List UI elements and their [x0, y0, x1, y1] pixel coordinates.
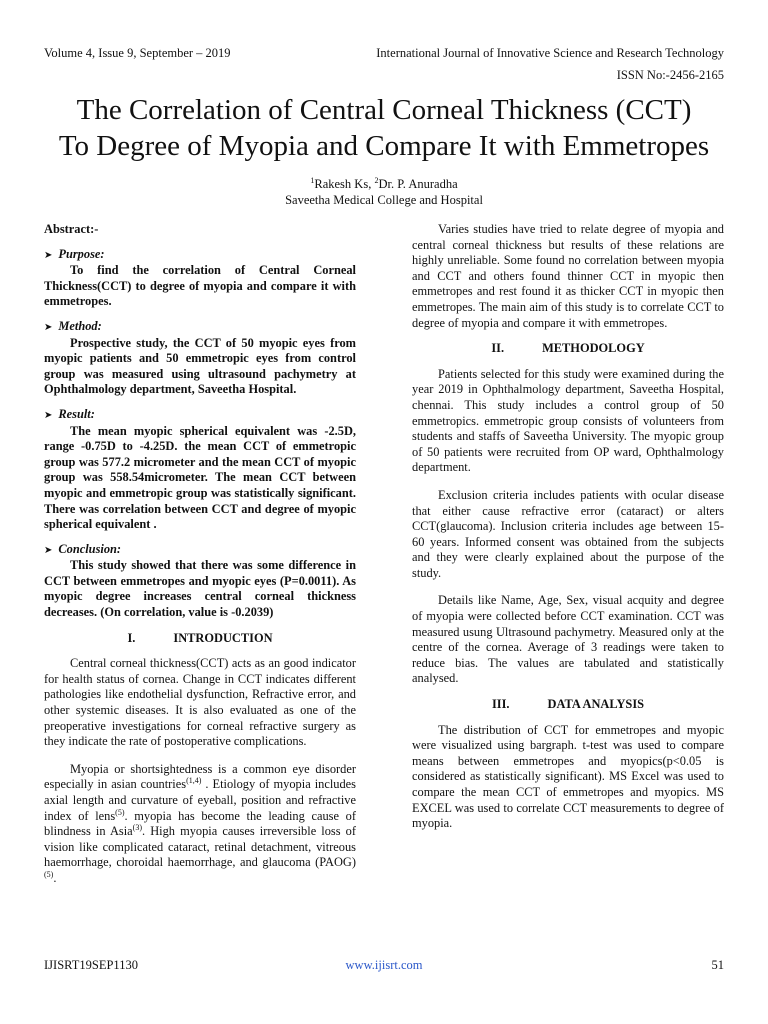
conclusion-text: This study showed that there was some difference in CCT between emmetropes and myopic eyes (P=0.0011). As myopic degree increases central corneal thickness decreases. (On correlation, value is -0.2039)	[44, 558, 356, 620]
methodology-paragraph-3: Details like Name, Age, Sex, visual acquity and degree of myopia were collected before CCT examination. CCT was measured usung Ultrasound pachymetry. Measured only at the centre of the cornea. Average of 3 readings were taken to reduce bias. The values are tabulated and statistically analysed.	[412, 593, 724, 686]
arrow-bullet-icon: ➤	[44, 544, 53, 556]
journal-name: International Journal of Innovative Science and Research Technology	[376, 46, 724, 60]
data-analysis-paragraph-1: The distribution of CCT for emmetropes and myopic were visualized using bargraph. t-test was used to compare means between emmetropes and myopics(p<0.05 is considered as statistically significant). MS Excel was used to compare the mean CCT of emmetropes and myopics. MS EXCEL was used to correlate CCT measurements to degree of myopia.	[412, 722, 724, 831]
intro-paragraph-1: Central corneal thickness(CCT) acts as an good indicator for health status of cornea. Change in CCT indicates different pathologies like endothelial dysfunction, Refractive error, and other systemic diseases. It is also evaluated as one of the preoperative investigations for corneal refractive surgery as they indicate the rate of postoperative complications.	[44, 656, 356, 749]
author1: Rakesh Ks,	[314, 177, 375, 191]
result-text: The mean myopic spherical equivalent was -2.5D, range -0.75D to -4.25D. the mean CCT of emmetropic group was 577.2 micrometer and the mean CCT of myopic group was 558.54micrometer. The mean CCT between myopic and emmetropic group was statistically significant. There was correlation between CCT and degree of myopic spherical equivalent .	[44, 423, 356, 532]
right-column	[412, 222, 724, 832]
volume-issue: Volume 4, Issue 9, September – 2019	[44, 46, 231, 60]
paper-id: IJISRT19SEP1130	[44, 958, 138, 972]
paper-title	[30, 92, 738, 164]
purpose-label: ➤ Purpose:	[44, 246, 105, 261]
section-heading-methodology: II. METHODOLOGY	[491, 341, 645, 356]
arrow-bullet-icon: ➤	[44, 249, 53, 261]
title-line-2: To Degree of Myopia and Compare It with Emmetropes	[58, 130, 710, 162]
author2-mark: 2	[374, 175, 379, 185]
left-column	[44, 222, 356, 887]
journal-url-link[interactable]: www.ijisrt.com	[345, 958, 423, 972]
methodology-paragraph-2: Exclusion criteria includes patients with ocular disease that either cause refractive error (cataract) or alters CCT(glaucoma). Inclusion criteria includes age between 15-60 years. Informed consent was obtained from the subjects and they were clearly explained about the purpose of the study.	[412, 487, 724, 580]
section-heading-data-analysis: III. DATA ANALYSIS	[491, 697, 645, 712]
arrow-bullet-icon: ➤	[44, 409, 53, 421]
author2: Dr. P. Anuradha	[378, 177, 458, 191]
abstract-heading: Abstract:-	[44, 222, 99, 236]
arrow-bullet-icon: ➤	[44, 321, 53, 333]
authors	[0, 177, 768, 192]
result-label: ➤ Result:	[44, 406, 95, 421]
issn: ISSN No:-2456-2165	[616, 68, 724, 82]
page-number: 51	[711, 958, 724, 972]
section-heading-introduction: I. INTRODUCTION	[127, 630, 273, 645]
methodology-paragraph-1: Patients selected for this study were examined during the year 2019 in Ophthalmology department, Saveetha Hospital, chennai. This study includes a control group of 50 emmetropics. emmetropic group consists of volunteers from students and staffs of Saveetha University. The myopic group of 50 patients were recruited from OP ward, Ophthalmology department.	[412, 366, 724, 475]
author1-mark: 1	[310, 175, 315, 185]
method-text: Prospective study, the CCT of 50 myopic eyes from myopic patients and 50 emmetropic eyes from control group was measured using ultrasound pachymetry at Ophthalmology department, Saveetha Hospital.	[44, 335, 356, 397]
purpose-text: To find the correlation of Central Corneal Thickness(CCT) to degree of myopia and compare it with emmetropes.	[44, 263, 356, 309]
method-label: ➤ Method:	[44, 318, 102, 333]
intro-paragraph-3: Varies studies have tried to relate degree of myopia and central corneal thickness but results of these relations are highly unreliable. Some found no correlation between myopia and CCT and others found thinner CCT in myopic then emmetropes and rest found it as thicker CCT in myopic then emmetropes. The main aim of this study is to correlate CCT to degree of myopia and compare it with emmetropes.	[412, 222, 724, 330]
conclusion-label: ➤ Conclusion:	[44, 541, 122, 556]
title-line-1: The Correlation of Central Corneal Thickness (CCT)	[76, 94, 692, 126]
intro-paragraph-2: Myopia or shortsightedness is a common eye disorder especially in asian countries$^{(1,4)}$ . Etiology of myopia includes axial length and curvature of eyeball, position and refractive index of lens$^{(5)}$. myopia has become the leading cause of blindness in Asia$^{(3)}$. High myopia causes irreversible loss of vision like complicated cataract, retinal detachment, vitreous haemorrhage, choroidal haemorrhage, and glaucoma (PAOG)$^{(5)}$.	[44, 761, 356, 885]
affiliation: Saveetha Medical College and Hospital	[285, 193, 483, 207]
